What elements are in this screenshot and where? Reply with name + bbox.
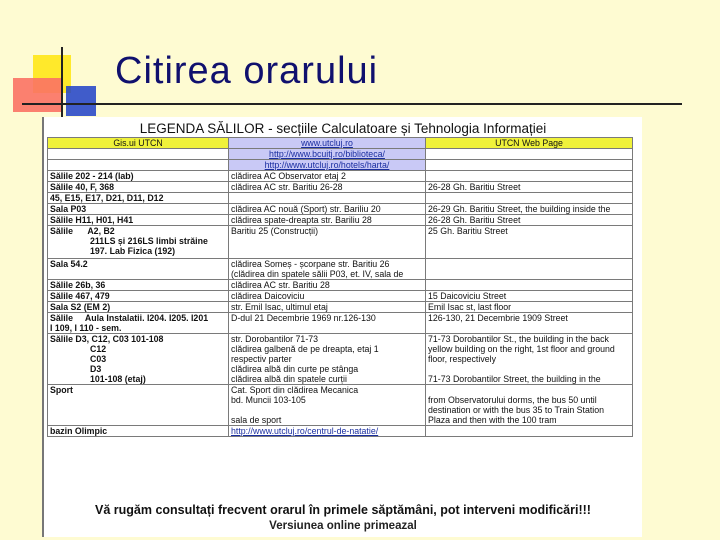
- table-row: Sălile 26b, 36 clădirea AC str. Baritiu 28: [48, 280, 633, 291]
- table-row: [48, 138, 633, 149]
- decor-vertical-line: [61, 47, 63, 119]
- table-row: Sala P03 clădirea AC nouă (Sport) str. Bariliu 20 26-29 Gh. Baritiu Street, the building inside the: [48, 204, 633, 215]
- scanned-legend-image: [42, 117, 642, 537]
- table-row: [48, 149, 633, 160]
- table-row: [48, 160, 633, 171]
- link-centrul-de-natatie[interactable]: http://www.utcluj.ro/centrul-de-natatie/: [229, 426, 426, 437]
- table-row: Sala S2 (EM 2) str. Emil Isac, ultimul etaj Emil Isac st, last floor: [48, 302, 633, 313]
- link-harta[interactable]: http://www.utcluj.ro/hotels/harta/: [229, 160, 426, 171]
- table-row: Sălile Aula Instalatii. I204. I205. I201 I 109, I 110 - sem. D-dul 21 Decembrie 1969 nr.126-130 126-130, 21 Decembrie 1909 Street: [48, 313, 633, 334]
- table-row: Sălile 467, 479 clădirea Daicoviciu 15 Daicoviciu Street: [48, 291, 633, 302]
- table-row: bazin Olimpic http://www.utcluj.ro/centrul-de-natatie/: [48, 426, 633, 437]
- legend-title: LEGENDA SĂLILOR - secțiile Calculatoare și Tehnologia Informației: [139, 121, 547, 136]
- rooms-table: [47, 137, 633, 437]
- link-gis[interactable]: Gis.ui UTCN: [48, 138, 229, 149]
- version-text: Versiunea online primeazal: [269, 520, 417, 532]
- table-row: Sala 54.2 clădirea Someș - școrpane str. Baritiu 26 (clădirea din spatele sălii P03, et. IV, sala de: [48, 259, 633, 280]
- table-row: 45, E15, E17, D21, D11, D12: [48, 193, 633, 204]
- link-utcluj[interactable]: www.utcluj.ro: [229, 138, 426, 149]
- decor-red-square: [13, 78, 61, 112]
- table-row: Sălile D3, C12, C03 101-108 C12 C03 D3 101-108 (etaj) str. Dorobantilor 71-73 clădirea galbenă de pe dreapta, etaj 1 respectiv parter clădirea albă din curte pe stânga clădirea albă din spatele curții 71-73 Dorobantilor St., the building in the back yellow building on the right, 1st floor and ground floor, respectively 71-73 Dorobantilor Street, the building in the: [48, 334, 633, 385]
- link-web-page[interactable]: UTCN Web Page: [426, 138, 633, 149]
- slide-title: Citirea orarului: [115, 50, 379, 92]
- table-row: Sălile H11, H01, H41 clădirea spate-dreapta str. Bariliu 28 26-28 Gh. Baritiu Street: [48, 215, 633, 226]
- table-row: Sălile A2, B2 211LS și 216LS limbi străine 197. Lab Fizica (192) Baritiu 25 (Construcții) 25 Gh. Baritiu Street: [48, 226, 633, 259]
- decor-blue-square: [66, 86, 96, 116]
- table-row: Sălile 40, F, 368 clădirea AC str. Baritiu 26-28 26-28 Gh. Baritiu Street: [48, 182, 633, 193]
- link-biblioteca[interactable]: http://www.bcuitj.ro/biblioteca/: [229, 149, 426, 160]
- notice-text: Vă rugăm consultați frecvent orarul în primele săptămâni, pot interveni modificări!!!: [95, 503, 591, 517]
- title-underline: [22, 103, 682, 105]
- table-row: Sport Cat. Sport din clădirea Mecanica bd. Muncii 103-105 sala de sport from Observatorului dorms, the bus 50 until destination or with the bus 35 to Train Station Plaza and then with the 100 tram: [48, 385, 633, 426]
- table-row: Sălile 202 - 214 (lab) clădirea AC Observator etaj 2: [48, 171, 633, 182]
